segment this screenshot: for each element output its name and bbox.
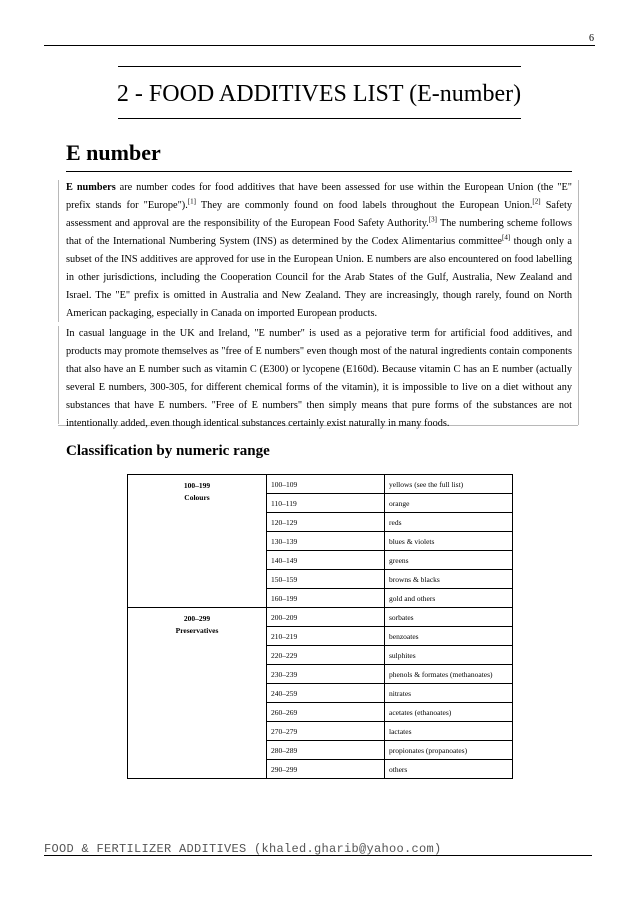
description-cell: orange (385, 494, 513, 513)
description-cell: benzoates (385, 627, 513, 646)
range-cell: 280–289 (267, 741, 385, 760)
group-name: Preservatives (175, 626, 219, 635)
paragraph-text: The numbering scheme follows that of the International Numbering System (INS) as determined by the Codex Alimentarius committee (66, 218, 573, 247)
range-cell: 290–299 (267, 760, 385, 779)
group-range: 100–199 (183, 481, 211, 490)
reference-link[interactable]: [3] (428, 215, 437, 224)
reference-link[interactable]: [1] (187, 197, 196, 206)
page-number: 6 (589, 33, 594, 44)
paragraph-text: are number codes for food additives that have been assessed for use within the European Union (the "E" prefix stands for "Europe"). (66, 182, 572, 211)
paragraph-border-right (578, 180, 579, 425)
classification-title: Classification by numeric range (66, 443, 270, 459)
classification-table (127, 474, 513, 779)
chapter-title: 2 - FOOD ADDITIVES LIST (E-number) (116, 81, 522, 107)
description-cell: yellows (see the full list) (385, 475, 513, 494)
reference-link[interactable]: [2] (532, 197, 541, 206)
e-numbers-term: E numbers (66, 182, 116, 193)
range-cell: 220–229 (267, 646, 385, 665)
table-row (128, 608, 513, 627)
description-cell: gold and others (385, 589, 513, 608)
description-cell: browns & blacks (385, 570, 513, 589)
paragraph-border-left (58, 180, 59, 322)
range-cell: 260–269 (267, 703, 385, 722)
description-cell: reds (385, 513, 513, 532)
description-cell: nitrates (385, 684, 513, 703)
section-title: E number (66, 140, 161, 165)
range-cell: 270–279 (267, 722, 385, 741)
description-cell: sorbates (385, 608, 513, 627)
title-rule-top (118, 66, 521, 67)
range-cell: 240–259 (267, 684, 385, 703)
intro-paragraph (66, 179, 572, 323)
range-cell: 120–129 (267, 513, 385, 532)
paragraph-text: They are commonly found on food labels throughout the European Union. (195, 200, 533, 211)
description-cell: others (385, 760, 513, 779)
description-cell: greens (385, 551, 513, 570)
range-cell: 130–139 (267, 532, 385, 551)
group-range: 200–299 (183, 614, 211, 623)
table-row (128, 475, 513, 494)
description-cell: lactates (385, 722, 513, 741)
range-cell: 200–209 (267, 608, 385, 627)
range-cell: 110–119 (267, 494, 385, 513)
range-cell: 100–109 (267, 475, 385, 494)
range-cell: 160–199 (267, 589, 385, 608)
title-rule-bottom (118, 118, 521, 119)
description-cell: sulphites (385, 646, 513, 665)
paragraph-text: Safety assessment and approval are the responsibility of the European Food Safety Authority. (66, 200, 573, 229)
paragraph-text: though only a subset of the INS additives are approved for use in the European Union. E numbers are also encountered on food labelling in other jurisdictions, including the Cooperation Council for the Arab States of the Gulf, Australia, New Zealand and Israel. The "E" prefix is omitted in Australia and New Zealand. They are increasingly, though rarely, found on North American packaging, especially in Canada on imported European products. (66, 236, 572, 319)
range-cell: 140–149 (267, 551, 385, 570)
footer-rule (44, 855, 592, 856)
range-cell: 210–219 (267, 627, 385, 646)
group-name: Colours (184, 493, 210, 502)
description-cell: acetates (ethanoates) (385, 703, 513, 722)
range-cell: 230–239 (267, 665, 385, 684)
description-cell: phenols & formates (methanoates) (385, 665, 513, 684)
range-cell: 150–159 (267, 570, 385, 589)
group-colours (128, 475, 267, 608)
header-rule (44, 45, 595, 46)
reference-link[interactable]: [4] (502, 233, 511, 242)
description-cell: propionates (propanoates) (385, 741, 513, 760)
casual-usage-paragraph: In casual language in the UK and Ireland, "E number" is used as a pejorative term for artificial food additives, and products may promote themselves as "free of E numbers" even though most of the natural ingredients contain components that also have an E number such as vitamin C (E300) or lycopene (E160d). Because vitamin C has an E number (actually several E numbers, 300-305, for different chemical forms of the vitamin), it is impossible to live on a diet without any substances that have E numbers. "Free of E numbers" then simply means that pure forms of the substances are not intentionally added, even though identical substances certainly exist naturally in many foods. (66, 328, 572, 429)
description-cell: blues & violets (385, 532, 513, 551)
section-rule (66, 171, 572, 172)
paragraph-border-left (58, 326, 59, 424)
group-preservatives (128, 608, 267, 779)
footer-text: FOOD & FERTILIZER ADDITIVES (khaled.gharib@yahoo.com) (44, 842, 442, 856)
